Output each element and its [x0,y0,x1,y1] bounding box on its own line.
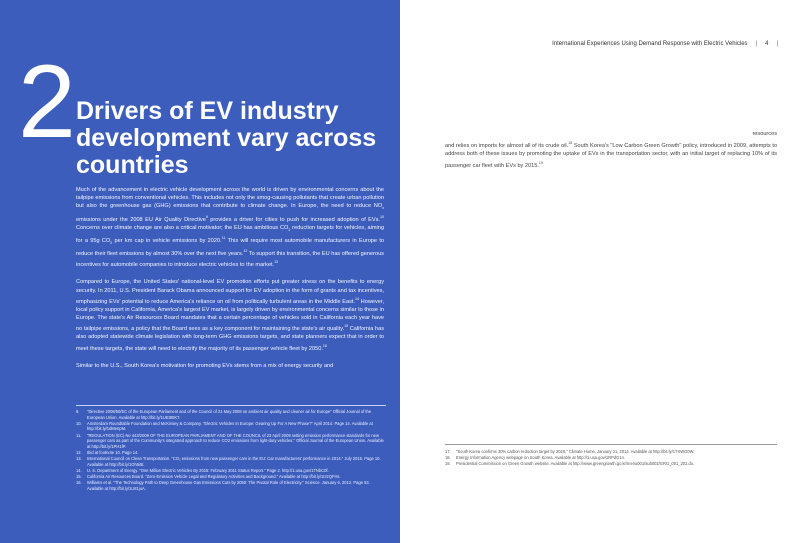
footnote: 18. Energy Information Agency webpage on South Korea. Available at http://1.usa.gov/1RPdG1n. [445,455,626,461]
chapter-title: Drivers of EV industry development vary across countries [76,97,377,179]
header-separator: | [755,41,758,47]
footnote: 9. "Directive 2008/50/EC of the European Parliament and of the Council of 21 May 2008 on ambient air quality and cleaner air for Europe" Official Journal of the European Union. Available at http://bit.ly/1UEt80KT. [76,409,372,420]
left-body-text [76,186,384,379]
right-page [400,0,800,543]
footnote-divider [76,405,386,406]
footnote: 19. Presidential Commission on Green Growth website. Available at http://www.greengrowth.go.kr/menu001/sub002/GRG_001_202.do. [445,461,695,467]
running-title: International Experiences Using Demand Response with Electric Vehicles [552,41,748,47]
header-separator: | [776,41,778,47]
paragraph-continuation: and relies on imports for almost all of its crude oil.$^{18}$ South Korea's "Low Carbon Green Growth" policy, introduced in 2009, attempts to address both of these issues by promoting the uptake of EVs in the transportation sector, with an initial target of replacing 10% of its passenger car fleet with EVs by 2015.19 [445,140,777,169]
running-header [552,40,778,48]
footnote: 15. California Air Resources Board. "Zero-Emission Vehicle Legal and Regulatory Activities and Background." Available at http://bit.ly/1I3zQFHs. [76,474,341,480]
footnote: 14. U. S. Department of Energy. "One Million Electric Vehicles By 2015: February 2011 Status Report." Page 2. http://1.usa.gov/1TNbC0f. [76,467,329,473]
footnote: 16. Williams et al. "The Technology Path to Deep Greenhouse Gas Emissions Cuts by 2050: The Pivotal Role of Electricity." Science. January 6, 2012. Page 53. Available at http://bit.ly/1U81juA. [76,480,370,491]
chapter-number: 2 [18,44,76,160]
paragraph-us-energy-security: Compared to Europe, the United States' national-level EV promotion efforts put greater stress on the benefits to energy security. In 2011, U.S. President Barack Obama announced support for EV adoption in the form of grants and tax incentives, emphasizing EVs' potential to reduce America's reliance on oil from politically turbulent areas in the Middle East.$^{14}$ However, local policy support in California, America's largest EV market, is largely driven by environmental concerns similar to those in Europe. The state's Air Resources Board mandates that a certain percentage of vehicles sold in California each year have no tailpipe emissions, a policy that the Board sees as a key component for maintaining the state's air quality.$^{15}$ California has also adopted statewide climate legislation with long-term GHG emissions targets, and state planners expect that in order to meet these targets, the state will need to electrify the majority of its passenger vehicle fleet by 2050.16 [76,279,384,352]
footnote: 11. "REGULATION (EC) No 443/2009 OF THE EUROPEAN PARLIAMENT AND OF THE COUNCIL of 23 April 2009 setting emission performance standards for new passenger cars as part of the Community's integrated approach to reduce CO2 emissions from light-duty vehicles." Official Journal of the European Union. Available at http://bit.ly/1PH1fP. [76,432,384,449]
paragraph-environmental: Much of the advancement in electric vehicle development across the world is driven by environmental concerns about the tailpipe emissions from conventional vehicles. This includes not only the smog-causing pollutants that create urban pollution but also the greenhouse gas (GHG) emissions that contribute to climate change. In Europe, the need to reduce $NO_x$ emissions under the 2008 EU Air Quality Directive$^9$ provides a driver for cities to push for increased adoption of EVs.$^{10}$ Concerns over climate change are also a critical motivator; the EU has ambitious $CO_2$ reduction targets for vehicles, aiming for a 95g $CO_2$ per km cap in vehicle emissions by 2020.11 This will require most automobile manufacturers in Europe to reduce their fleet emissions by almost 30% over the next five years.$^{12}$ To support this transition, the EU has offered generous incentives for automobile companies to introduce electric vehicles to the market.$^{13}$ [76,187,384,269]
right-footnotes [445,449,777,468]
paragraph-south-korea: Similar to the U.S., South Korea's motivation for promoting EVs stems from a mix of energy security and [76,362,334,369]
left-footnotes [76,409,386,492]
footnote: 13. International Council on Clean Transportation. "CO₂ emissions from new passenger cars in the EU: Car manufacturers' performance in 2014." July 2015. Page 10. Available at http://bit.ly/1Oh5i5t. [76,456,381,467]
footnote: 12. Ibid at footnote 10. Page 14. [76,449,139,455]
footnote: 17. "South Korea confirms 30% carbon reduction target by 2020." Climate Home. January 21, 2014. Available at http://bit.ly/1TXWG0W. [445,449,695,454]
continuation-first-line: resources [752,131,777,137]
page-number: 4 [765,41,769,47]
footnote: 10. Amsterdam Roundtable Foundation and McKinsey & Company. "Electric Vehicles In Europe: Gearing Up For A New Phase?" April 2014. Page 14. Available at http://bit.ly/1dMenpM. [76,420,373,432]
footnote-divider [445,444,777,445]
right-body-text [445,130,777,170]
